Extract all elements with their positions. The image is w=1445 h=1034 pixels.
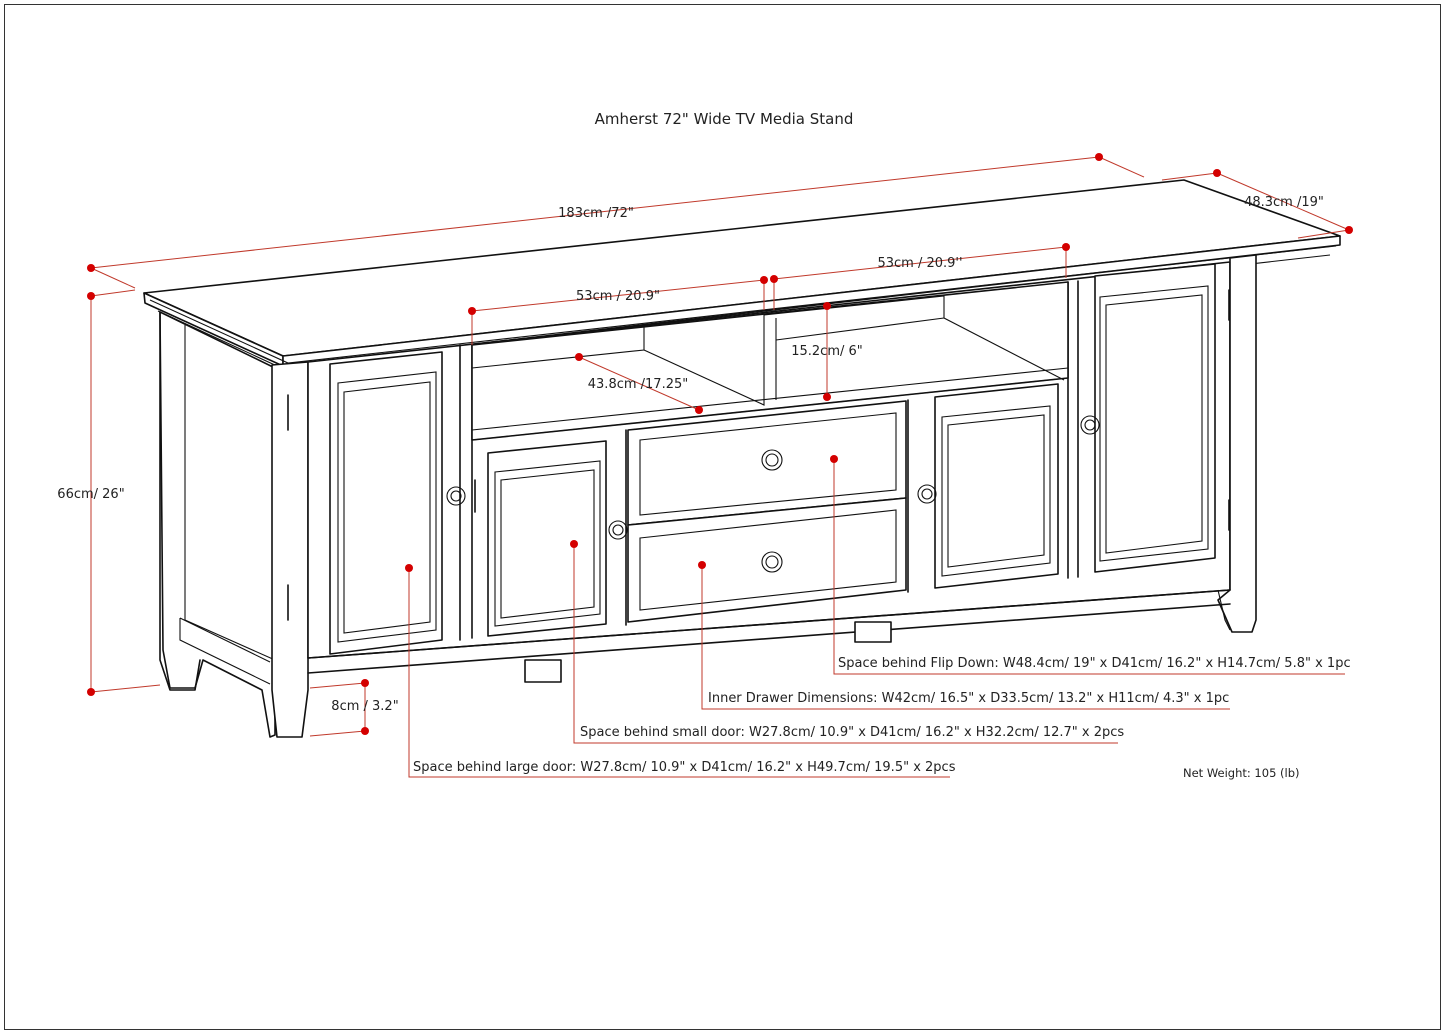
left-opening-label: 53cm / 20.9"	[576, 289, 660, 304]
leg-height-label: 8cm / 3.2"	[331, 699, 399, 714]
tv-stand-drawing	[144, 180, 1340, 737]
width-label: 183cm /72"	[558, 206, 634, 221]
small-door-note: Space behind small door: W27.8cm/ 10.9" x D41cm/ 16.2" x H32.2cm/ 12.7" x 2pcs	[580, 725, 1125, 740]
inner-drawer-note: Inner Drawer Dimensions: W42cm/ 16.5" x D33.5cm/ 13.2" x H11cm/ 4.3" x 1pc	[708, 691, 1230, 706]
depth-label: 48.3cm /19"	[1244, 195, 1324, 210]
net-weight-label: Net Weight: 105 (lb)	[1183, 766, 1300, 780]
large-door-note: Space behind large door: W27.8cm/ 10.9" x D41cm/ 16.2" x H49.7cm/ 19.5" x 2pcs	[413, 760, 956, 775]
right-opening-label: 53cm / 20.9''	[877, 256, 963, 271]
flip-down-note: Space behind Flip Down: W48.4cm/ 19" x D41cm/ 16.2" x H14.7cm/ 5.8" x 1pc	[838, 656, 1351, 671]
diagram-title: Amherst 72" Wide TV Media Stand	[594, 110, 854, 128]
shelf-depth-label: 43.8cm /17.25"	[587, 377, 689, 392]
shelf-height-label: 15.2cm/ 6"	[791, 344, 863, 359]
height-label: 66cm/ 26"	[57, 487, 125, 502]
